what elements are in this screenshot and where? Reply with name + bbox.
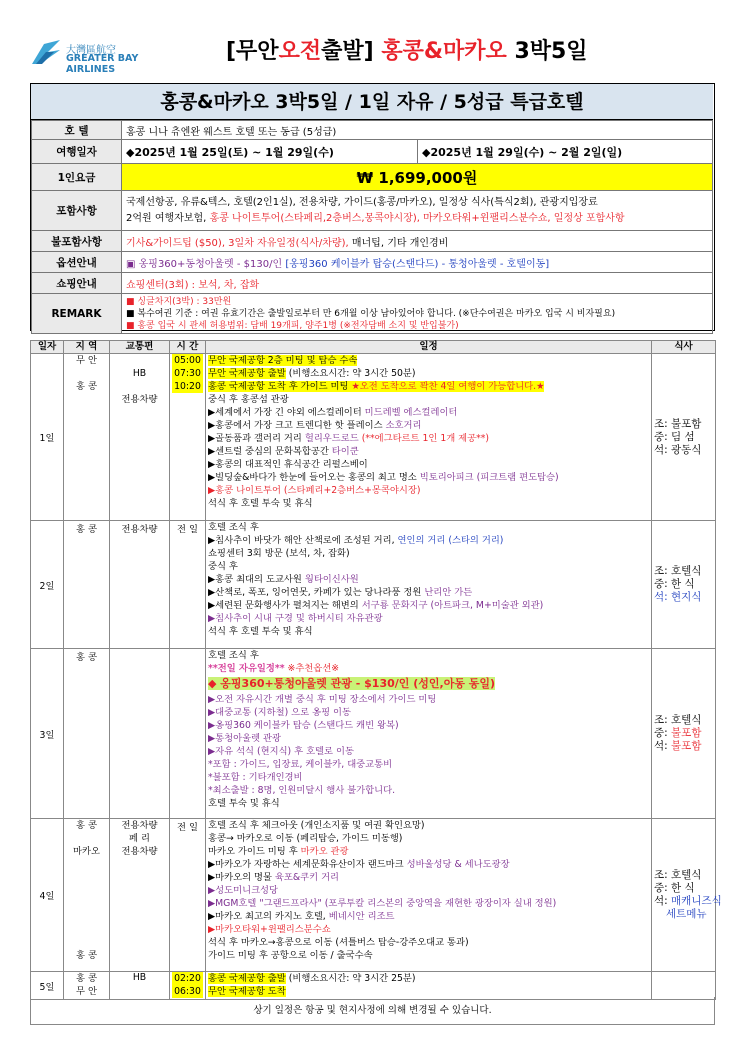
d3-option-title: ◆ 옹핑360+통청아울렛 관광 - $130/인 (성인,아동 동일): [208, 677, 496, 690]
d2-line-2a: ▶침사추이 바닷가 해안 산책로에 조성된 거리,: [208, 535, 398, 546]
d4-region-hk-return: 홍 콩: [76, 950, 97, 961]
col-region: 지 역: [64, 341, 110, 354]
d3-line-11: *최소출발 : 8명, 인원미달시 행사 불가합니다.: [208, 785, 396, 796]
d1-lunch: 중: 딤 섬: [654, 430, 695, 443]
remark-value: [122, 294, 713, 334]
d3-line-7: ▶통청아울렛 관광: [208, 733, 281, 744]
option-label: 옵션안내: [32, 252, 122, 273]
transport-vehicle: 전용차량: [121, 394, 158, 405]
day-1-transport: [110, 354, 170, 521]
d4-line-2: 홍콩→ 마카오로 이동 (페리탑승, 가이드 미동행): [208, 833, 403, 844]
d1-line-10a: ▶빌딩숲&바다가 한눈에 들어오는 홍콩의 최고 명소: [208, 472, 420, 483]
d5-line-1a: 홍콩 국제공항 출발: [208, 973, 286, 984]
d2-line-9: 석식 후 호텔 투숙 및 휴식: [208, 626, 313, 637]
day-4-transport: [110, 819, 170, 972]
d1-line-3a: 홍콩 국제공항 도착 후 가이드 미팅: [208, 381, 352, 392]
day-4-label: 4일: [31, 819, 64, 972]
d4-transport-ferry: 페 리: [129, 833, 150, 844]
d3-line-10: *불포함 : 기타개인경비: [208, 772, 303, 783]
d1-line-4: 중식 후 홍콩섬 관광: [208, 394, 289, 405]
d2-breakfast: 조: 호텔식: [654, 565, 702, 577]
remark-label: REMARK: [32, 294, 122, 334]
d2-line-7a: ▶세련된 문화행사가 펼쳐지는 해변의: [208, 600, 362, 611]
d1-line-10b: 빅토리아피크 (피크트램 편도탑승): [419, 472, 559, 483]
d4-line-11: 가이드 미팅 후 공항으로 이동 / 출국수속: [208, 950, 373, 961]
time-0220: 02:20: [172, 972, 203, 985]
date-option-1: ◆2025년 1월 25일(토) ~ 1월 29일(수): [122, 140, 418, 164]
d5-region-hk: 홍 콩: [76, 973, 97, 984]
col-time: 시 간: [170, 341, 206, 354]
day-2-label: 2일: [31, 521, 64, 649]
transport-flight: HB: [132, 368, 147, 379]
d4-line-3b: 마카오 관광: [300, 846, 349, 857]
day-3-transport: [110, 649, 170, 819]
d3-recommend: ※추천옵션※: [284, 663, 340, 674]
d2-lunch: 중: 한 식: [654, 578, 695, 590]
day-1-meals: [652, 354, 716, 521]
product-info-box: [30, 83, 715, 331]
itinerary-table: [30, 340, 722, 1000]
product-title: 홍콩&마카오 3박5일 / 1일 자유 / 5성급 특급호텔: [31, 84, 713, 120]
day-2-time: 전 일: [170, 521, 206, 649]
included-line-2-a: 2억원 여행자보험,: [126, 212, 210, 224]
day-1-schedule: [206, 354, 652, 521]
d4-region-macau: 마카오: [73, 846, 100, 857]
d5-line-1b: (비행소요시간: 약 3시간 25분): [285, 973, 416, 984]
col-schedule: 일정: [206, 341, 652, 354]
title-part-morning: 오전: [278, 39, 322, 64]
d1-line-3b: ★오전 도착으로 꽉찬 4일 여행이 가능합니다.★: [351, 381, 545, 392]
day-3-meals: [652, 649, 716, 819]
d4-line-7: ▶MGM호텔 "그랜드프라사" (포루투칼 리스본의 중앙역을 재현한 광장이자 실내 정원): [208, 898, 557, 909]
d4-line-8a: ▶마카오 최고의 카지노 호텔,: [208, 911, 329, 922]
remark-customs: ■ 홍콩 입국 시 관세 허용범위: 담배 19개피, 양주1병 (※전자담배 소지 및 반입불가): [126, 320, 459, 331]
d3-line-12: 호텔 투숙 및 휴식: [208, 798, 280, 809]
d4-line-4a: ▶마카오가 자랑하는 세계문화유산이자 랜드마크: [208, 859, 407, 870]
day-3-row: [31, 649, 716, 819]
col-transport: 교통편: [110, 341, 170, 354]
day-2-transport: 전용차량: [110, 521, 170, 649]
hotel-value: 홍콩 니나 츄엔완 웨스트 호텔 또는 동급 (5성급): [122, 121, 713, 140]
d4-dinner-label: 석:: [654, 895, 672, 907]
footer-notice: 상기 일정은 항공 및 현지사정에 의해 변경될 수 있습니다.: [30, 997, 715, 1025]
d4-line-3a: 마카오 가이드 미팅 후: [208, 846, 301, 857]
excluded-black-text: 매너팁, 기타 개인경비: [348, 237, 449, 249]
d1-line-2b: (비행소요시간: 약 3시간 50분): [285, 368, 416, 379]
day-4-region: [64, 819, 110, 972]
excluded-red-text: 기사&가이드팁 ($50), 3일차 자유일정(식사/차량),: [126, 237, 349, 249]
d1-line-1: 무안 국제공항 2층 미팅 및 탑승 수속: [208, 355, 358, 366]
page-header: [0, 0, 743, 88]
time-0730: 07:30: [172, 367, 203, 380]
d1-breakfast: 조: 불포함: [654, 417, 702, 430]
d1-line-9: ▶홍콩의 대표적인 휴식공간 리펄스베이: [208, 459, 368, 470]
day-1-row: [31, 354, 716, 521]
d3-line-5: ▶대중교통 (지하철) 으로 옹핑 이동: [208, 707, 351, 718]
d4-dinner-set: 세트메뉴: [666, 908, 707, 920]
option-value: [122, 252, 713, 273]
day-1-region: [64, 354, 110, 521]
included-line-1: 국제선항공, 유류&텍스, 호텔(2인1실), 전용차량, 가이드(홍콩/마카오), 일정상 식사(특식2회), 관광지입장료: [126, 196, 598, 208]
d4-region-hk: 홍 콩: [76, 820, 97, 831]
d3-lunch-label: 중:: [654, 727, 672, 739]
d1-line-7c: (**에그타르트 1인 1개 제공**): [361, 433, 490, 444]
included-label: 포함사항: [32, 191, 122, 231]
d3-line-8: ▶자유 석식 (현지식) 후 호텔로 이동: [208, 746, 354, 757]
day-2-region: 홍 콩: [64, 521, 110, 649]
d1-line-8a: ▶센트럴 중심의 문화복합공간: [208, 446, 332, 457]
d3-line-4: ▶오전 자유시간 개별 중식 후 미팅 장소에서 가이드 미팅: [208, 694, 437, 705]
d3-dinner-value: 불포함: [671, 740, 702, 752]
d1-line-5b: 미드레벨 에스컬레이터: [364, 407, 458, 418]
d5-line-2: 무안 국제공항 도착: [208, 986, 286, 997]
d3-line-9: *포함 : 가이드, 입장료, 케이블카, 대중교통비: [208, 759, 393, 770]
logo-chinese-name: 大灣區航空: [66, 45, 116, 56]
d3-lunch-value: 불포함: [671, 727, 702, 739]
d1-line-8b: 타이쿤: [331, 446, 359, 457]
price-label: 1인요금: [32, 164, 122, 191]
time-0500: 05:00: [172, 354, 203, 367]
col-meals: 식사: [652, 341, 716, 354]
d2-dinner: 석: 현지식: [654, 591, 702, 603]
d4-transport-vehicle: 전용차량: [121, 820, 158, 831]
d2-line-6b: 난리안 가든: [424, 587, 473, 598]
d3-free-day: **전일 자유일정**: [208, 663, 285, 674]
d4-lunch: 중: 한 식: [654, 882, 695, 894]
day-5-schedule: [206, 972, 652, 1000]
logo-english-name: GREATER BAY AIRLINES: [66, 53, 139, 75]
hotel-label: 호 텔: [32, 121, 122, 140]
d5-region-muan: 무 안: [76, 986, 97, 997]
time-1020: 10:20: [172, 380, 203, 393]
d4-line-8b: 베네시안 리조트: [328, 911, 395, 922]
day-5-time: [170, 972, 206, 1000]
day-1-time: [170, 354, 206, 521]
title-part-depart: 출발]: [321, 39, 374, 64]
day-2-meals: [652, 521, 716, 649]
d4-line-5a: ▶마카오의 명물: [208, 872, 275, 883]
d4-line-9: ▶마카오타워+윈팰리스분수쇼: [208, 924, 331, 935]
remark-passport: ■ 복수여권 기준 : 여권 유효기간은 출발일로부터 만 6개월 이상 남아있어야 합니다. (※단수여권은 마카오 입국 시 비자필요): [126, 308, 616, 319]
col-day: 일자: [31, 341, 64, 354]
d3-line-6: ▶옹핑360 케이블카 탑승 (스탠다드 캐빈 왕복): [208, 720, 399, 731]
d4-line-6: ▶성도미니크성당: [208, 885, 279, 896]
d1-dinner: 석: 광동식: [654, 443, 702, 456]
day-4-meals: [652, 819, 722, 972]
d2-line-8: ▶침사추이 시내 구경 및 하버시티 자유관광: [208, 613, 383, 624]
day-3-schedule: [206, 649, 652, 819]
day-2-row: [31, 521, 716, 649]
product-info-table: [31, 120, 713, 334]
page-title: [226, 34, 588, 65]
d1-line-2a: 무안 국제공항 출발: [208, 368, 286, 379]
d2-line-4: 중식 후: [208, 561, 238, 572]
excluded-value: [122, 231, 713, 252]
included-line-2-b: 홍콩 나이트투어(스타페리,2층버스,몽콕야시장), 마카오타워+윈팰리스분수쇼, 일정상 포함사항: [209, 212, 625, 224]
d4-line-4b: 성바울성당 & 세나도광장: [406, 859, 510, 870]
title-part-muan: [무안: [226, 39, 279, 64]
d2-line-5a: ▶홍콩 최대의 도교사원: [208, 574, 305, 585]
day-3-time: [170, 649, 206, 819]
day-2-schedule: [206, 521, 652, 649]
day-3-region: 홍 콩: [64, 649, 110, 819]
d4-line-10: 석식 후 마카오→홍콩으로 이동 (셔틀버스 탑승-강주오대교 통과): [208, 937, 469, 948]
d2-line-1: 호텔 조식 후: [208, 522, 259, 533]
d1-line-7a: ▶골동품과 갤러리 거리: [208, 433, 305, 444]
d1-line-12: 석식 후 호텔 투숙 및 휴식: [208, 498, 313, 509]
day-4-schedule: [206, 819, 652, 972]
d3-breakfast: 조: 호텔식: [654, 714, 702, 726]
region-hongkong: 홍 콩: [76, 381, 97, 392]
d2-line-7b: 서구룡 문화지구 (아트파크, M+미술관 외관): [361, 600, 544, 611]
option-main: ▣ 옹핑360+동청아울렛 - $130/인: [126, 258, 286, 270]
title-part-duration: 3박5일: [514, 39, 588, 64]
day-1-label: 1일: [31, 354, 64, 521]
day-5-label: 5일: [31, 972, 64, 1000]
date-option-2: ◆2025년 1월 29일(수) ~ 2월 2일(일): [418, 140, 713, 164]
shopping-value: 쇼핑센터(3회) : 보석, 차, 잡화: [122, 273, 713, 294]
day-4-row: [31, 819, 716, 972]
time-0630: 06:30: [172, 985, 203, 998]
d2-line-3: 쇼핑센터 3회 방문 (보석, 차, 잡화): [208, 548, 350, 559]
d1-line-5a: ▶세계에서 가장 긴 야외 에스컬레이터: [208, 407, 365, 418]
bird-logo-icon: [30, 38, 62, 66]
airline-logo: [30, 38, 180, 75]
excluded-label: 불포함사항: [32, 231, 122, 252]
d4-breakfast: 조: 호텔식: [654, 869, 702, 881]
d4-line-5b: 육포&쿠키 거리: [274, 872, 340, 883]
d2-line-2b: 연인의 거리 (스타의 거리): [397, 535, 504, 546]
price-value: ₩ 1,699,000원: [122, 164, 713, 191]
remark-single: ■ 싱글차지(3박) : 33만원: [126, 296, 232, 307]
d3-dinner-label: 석:: [654, 740, 672, 752]
day-5-region: [64, 972, 110, 1000]
date-label: 여행일자: [32, 140, 122, 164]
d1-line-11: ▶홍콩 나이트투어 (스타페리+2층버스+몽콕야시장): [208, 485, 421, 496]
d4-dinner-value: 매캐니즈식: [671, 895, 722, 907]
day-5-meals: [652, 972, 716, 1000]
d4-line-1: 호텔 조식 후 체크아웃 (개인소지품 및 여권 확인요망): [208, 820, 425, 831]
option-detail: [옹핑360 케이블카 탑승(스탠다드) - 통청아울렛 - 호텔이동]: [285, 258, 550, 270]
d1-line-6a: ▶홍콩에서 가장 크고 트렌디한 핫 플레이스: [208, 420, 386, 431]
day-5-row: [31, 972, 716, 1000]
day-4-time: 전 일: [170, 819, 206, 972]
shopping-label: 쇼핑안내: [32, 273, 122, 294]
included-value: [122, 191, 713, 231]
d1-line-6b: 소호거리: [385, 420, 422, 431]
region-muan: 무 안: [76, 355, 97, 366]
d2-line-5b: 웡타이신사원: [304, 574, 359, 585]
d4-transport-vehicle-2: 전용차량: [121, 846, 158, 857]
d2-line-6a: ▶산책로, 폭포, 잉어연못, 카페가 있는 당나라풍 정원: [208, 587, 425, 598]
title-part-destination: 홍콩&마카오: [381, 39, 507, 64]
d3-line-1: 호텔 조식 후: [208, 650, 259, 661]
day-5-transport: HB: [110, 972, 170, 1000]
d1-line-7b: 헐리우드로드: [304, 433, 362, 444]
day-3-label: 3일: [31, 649, 64, 819]
